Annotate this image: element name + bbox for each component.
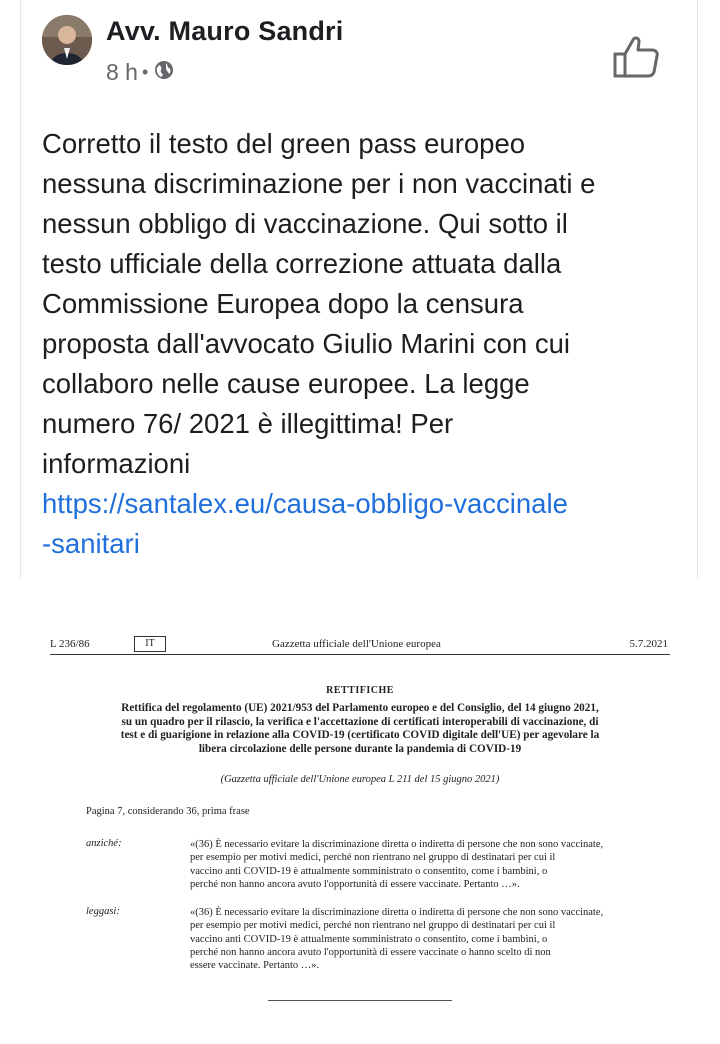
document-header xyxy=(50,636,670,656)
read-line: «(36) È necessario evitare la discriminazione diretta o indiretta di persone che non sono vaccinate, xyxy=(190,907,604,918)
document-section-title: RETTIFICHE xyxy=(326,685,394,696)
instead-line: vaccino anti COVID-19 è attualmente somministrato o consentito, come i bambini, o xyxy=(190,865,548,877)
post-text-line: Commissione Europea dopo la censura xyxy=(42,288,524,319)
post-text-line: collaboro nelle cause europee. La legge xyxy=(42,368,530,399)
meta-separator: • xyxy=(141,61,149,82)
document-language-box: IT xyxy=(134,636,166,652)
post-right-border xyxy=(697,0,698,578)
document-date: 5.7.2021 xyxy=(629,638,668,650)
instead-label: anziché: xyxy=(86,838,122,849)
document-title xyxy=(108,702,612,756)
post-link[interactable] xyxy=(42,484,692,564)
post-text-line: numero 76/ 2021 è illegittima! Per xyxy=(42,408,454,439)
post-text-line: nessun obbligo di vaccinazione. Qui sotto il xyxy=(42,208,568,239)
instead-line: perché non hanno ancora avuto l'opportunità di essere vaccinate. Pertanto …». xyxy=(190,878,520,890)
document-title-line: su un quadro per il rilascio, la verifica e l'accettazione di certificati interoperabili di vaccinazione, di xyxy=(121,715,599,728)
post-link-line[interactable]: https://santalex.eu/causa-obbligo-vaccinale xyxy=(42,488,568,519)
post-meta xyxy=(106,57,174,87)
document-header-rule xyxy=(50,654,670,655)
post-link-line[interactable]: -sanitari xyxy=(42,528,140,559)
post-text-line: proposta dall'avvocato Giulio Marini con cui xyxy=(42,328,571,359)
document-title-line: test e di guarigione in relazione alla COVID-19 (certificato COVID digitale dell'UE) per agevolare la xyxy=(120,729,600,741)
read-line: per esempio per motivi medici, perché non rientrano nel gruppo di destinatari per cui il xyxy=(190,920,556,932)
post-time[interactable]: 8 h xyxy=(106,58,138,85)
read-line: perché non hanno ancora avuto l'opportunità di essere vaccinate o hanno scelto di non xyxy=(190,946,551,958)
document-gazette-title: Gazzetta ufficiale dell'Unione europea xyxy=(272,638,441,650)
instead-line: per esempio per motivi medici, perché non rientrano nel gruppo di destinatari per cui il xyxy=(190,852,556,864)
document-page-reference: Pagina 7, considerando 36, prima frase xyxy=(86,806,250,817)
thumbs-up-icon xyxy=(612,34,660,78)
globe-icon xyxy=(152,59,174,86)
post-text xyxy=(42,124,692,564)
post-text-line: nessuna discriminazione per i non vaccinati e xyxy=(42,168,596,199)
document-source: (Gazzetta ufficiale dell'Unione europea L 211 del 15 giugno 2021) xyxy=(220,774,500,785)
post-text-line: informazioni xyxy=(42,448,191,479)
instead-paragraph xyxy=(190,838,639,891)
document-title-line: libera circolazione delle persone durante la pandemia di COVID-19 xyxy=(198,742,522,755)
attached-document-image[interactable] xyxy=(0,606,720,1026)
post-left-border xyxy=(20,0,21,578)
instead-line: «(36) È necessario evitare la discriminazione diretta o indiretta di persone che non sono vaccinate, xyxy=(190,839,604,850)
read-paragraph xyxy=(190,906,639,972)
author-name[interactable]: Avv. Mauro Sandri xyxy=(106,16,344,46)
post-text-line: testo ufficiale della correzione attuata dalla xyxy=(42,248,562,279)
document-page-number: L 236/86 xyxy=(50,638,90,650)
document-footer-rule xyxy=(268,1000,452,1001)
post-text-line: Corretto il testo del green pass europeo xyxy=(42,128,526,159)
read-label: leggasi: xyxy=(86,906,120,917)
document-title-line: Rettifica del regolamento (UE) 2021/953 del Parlamento europeo e del Consiglio, del 14 giugno 2021, xyxy=(121,702,599,714)
read-line: essere vaccinate. Pertanto …». xyxy=(190,960,320,972)
read-line: vaccino anti COVID-19 è attualmente somministrato o consentito, come i bambini, o xyxy=(190,933,548,945)
like-button[interactable] xyxy=(612,34,660,78)
avatar[interactable] xyxy=(42,15,92,65)
